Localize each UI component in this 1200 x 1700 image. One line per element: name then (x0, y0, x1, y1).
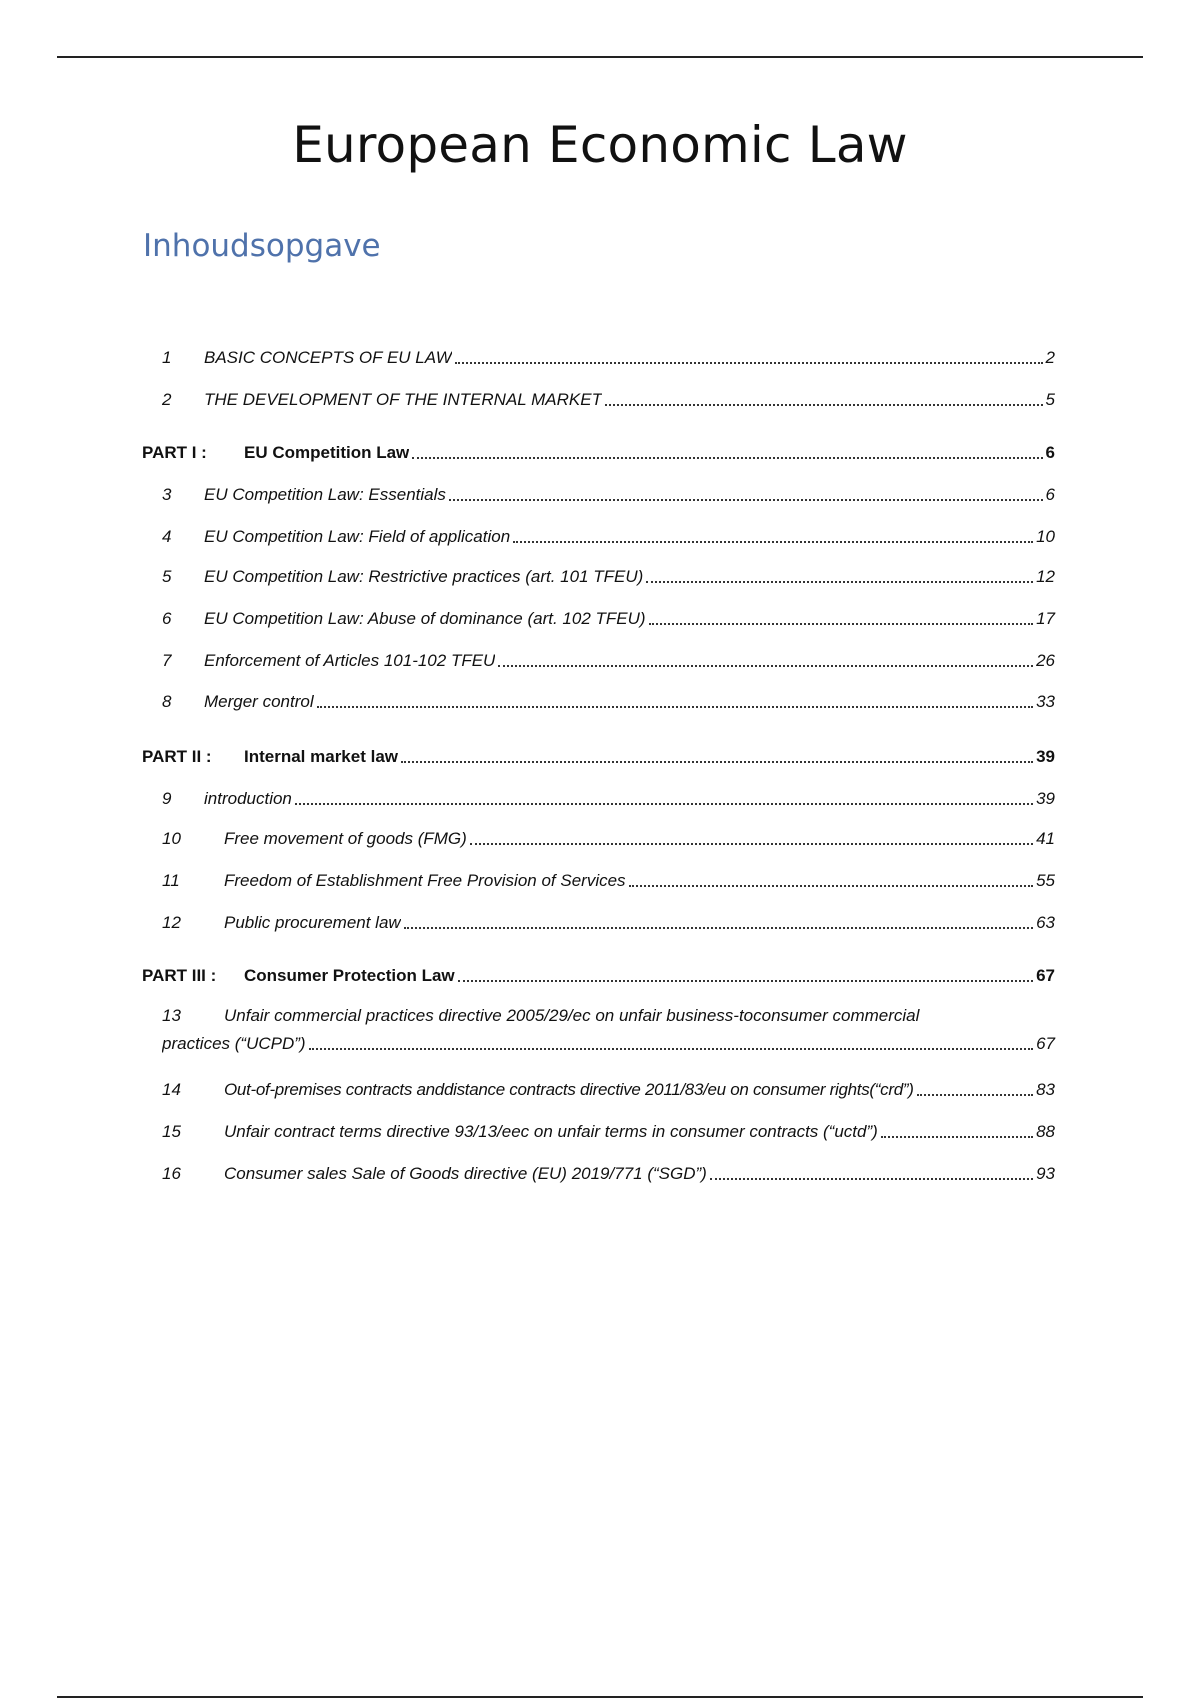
toc-entry-number: 10 (162, 829, 181, 848)
toc-entry-number: 16 (162, 1164, 181, 1183)
toc-leader-dots (455, 362, 1043, 364)
toc-entry-page: 63 (1036, 913, 1055, 932)
toc-leader-dots (917, 1094, 1034, 1096)
bottom-rule (57, 1696, 1143, 1698)
toc-entry-label: EU Competition Law: Abuse of dominance (art. 102 TFEU) (204, 609, 646, 628)
toc-entry-number: 15 (162, 1122, 181, 1141)
toc-entry-page: 67 (1036, 966, 1055, 985)
toc-leader-dots (629, 885, 1034, 887)
toc-part-label: Internal market law (244, 747, 399, 766)
toc-entry-page: 88 (1036, 1122, 1055, 1141)
toc-entry-number: 2 (162, 390, 172, 409)
toc-entry-page: 2 (1045, 348, 1055, 367)
toc-leader-dots (710, 1178, 1033, 1180)
toc-entry-label: Merger control (204, 692, 314, 711)
toc-entry-8[interactable] (142, 689, 1055, 713)
document-title: European Economic Law (292, 116, 908, 174)
toc-entry-number: 5 (162, 567, 172, 586)
toc-entry-label: EU Competition Law: Essentials (204, 485, 446, 504)
toc-leader-dots (646, 581, 1033, 583)
toc-entry-15[interactable] (142, 1119, 1055, 1143)
toc-entry-5[interactable] (142, 564, 1055, 588)
toc-leader-dots (317, 706, 1033, 708)
toc-leader-dots (404, 927, 1033, 929)
toc-entry-number: 12 (162, 913, 181, 932)
toc-entry-label: Enforcement of Articles 101-102 TFEU (204, 651, 496, 670)
toc-entry-line-1 (142, 1005, 919, 1027)
toc-entry-page: 17 (1036, 609, 1055, 628)
toc-entry-number: 6 (162, 609, 172, 628)
toc-part-number: PART I : (142, 443, 207, 462)
toc-entry-number: 13 (162, 1006, 181, 1025)
top-rule (57, 56, 1143, 58)
toc-part-label: Consumer Protection Law (244, 966, 455, 985)
toc-leader-dots (309, 1048, 1034, 1050)
toc-entry-2[interactable] (142, 387, 1055, 411)
toc-leader-dots (295, 803, 1033, 805)
toc-leader-dots (401, 761, 1033, 763)
toc-entry-14[interactable] (142, 1077, 1055, 1101)
toc-entry-label: Out-of-premises contracts anddistance contracts directive 2011/83/eu on consumer rights(“crd”) (224, 1080, 914, 1099)
toc-entry-number: 1 (162, 348, 172, 367)
toc-entry-16[interactable] (142, 1161, 1055, 1185)
toc-entry-page: 39 (1036, 789, 1055, 808)
toc-entry-label: EU Competition Law: Field of application (204, 527, 511, 546)
toc-entry-1[interactable] (142, 345, 1055, 369)
toc-entry-number: 11 (162, 871, 180, 890)
toc-entry-9[interactable] (142, 786, 1055, 810)
toc-leader-dots (605, 404, 1043, 406)
toc-entry-label: BASIC CONCEPTS OF EU LAW (204, 348, 452, 367)
toc-leader-dots (458, 980, 1033, 982)
toc-part-number: PART III : (142, 966, 217, 985)
toc-entry-12[interactable] (142, 910, 1055, 934)
toc-part-label: EU Competition Law (244, 443, 410, 462)
toc-part-2[interactable] (142, 744, 1055, 768)
toc-leader-dots (412, 457, 1042, 459)
toc-entry-label: Consumer sales Sale of Goods directive (EU) 2019/771 (“SGD”) (224, 1164, 707, 1183)
toc-entry-number: 4 (162, 527, 172, 546)
toc-entry-number: 3 (162, 485, 172, 504)
toc-entry-page: 39 (1036, 747, 1055, 766)
toc-part-number: PART II : (142, 747, 212, 766)
toc-part-1[interactable] (142, 440, 1055, 464)
toc-entry-number: 9 (162, 789, 172, 808)
toc-leader-dots (513, 541, 1033, 543)
toc-entry-page: 33 (1036, 692, 1055, 711)
toc-entry-page: 12 (1036, 567, 1055, 586)
toc-entry-10[interactable] (142, 826, 1055, 850)
toc-entry-label: introduction (204, 789, 292, 808)
toc-entry-label: Free movement of goods (FMG) (224, 829, 467, 848)
toc-leader-dots (881, 1136, 1033, 1138)
toc-entry-6[interactable] (142, 606, 1055, 630)
toc-part-3[interactable] (142, 963, 1055, 987)
toc-entry-4[interactable] (142, 524, 1055, 548)
toc-entry-number: 14 (162, 1080, 181, 1099)
toc-entry-page: 6 (1045, 485, 1055, 504)
toc-heading: Inhoudsopgave (143, 228, 381, 264)
toc-entry-page: 6 (1045, 443, 1055, 462)
toc-entry-number: 7 (162, 651, 172, 670)
toc-leader-dots (498, 665, 1033, 667)
toc-entry-page: 10 (1036, 527, 1055, 546)
toc-entry-page: 67 (1036, 1034, 1055, 1053)
toc-entry-page: 83 (1036, 1080, 1055, 1099)
toc-entry-11[interactable] (142, 868, 1055, 892)
toc-entry-page: 55 (1036, 871, 1055, 890)
toc-entry-page: 26 (1036, 651, 1055, 670)
toc-entry-label: EU Competition Law: Restrictive practices (art. 101 TFEU) (204, 567, 644, 586)
toc-entry-label: Freedom of Establishment Free Provision of Services (224, 871, 626, 890)
toc-entry-label-continued: practices (“UCPD”) (162, 1034, 306, 1053)
toc-entry-line-2 (162, 1033, 1055, 1055)
toc-entry-number: 8 (162, 692, 172, 711)
toc-entry-label: Unfair commercial practices directive 2005/29/ec on unfair business-toconsumer commercial (224, 1006, 920, 1025)
toc-leader-dots (649, 623, 1034, 625)
toc-leader-dots (449, 499, 1043, 501)
toc-entry-13[interactable] (142, 1005, 1055, 1057)
toc-entry-label: THE DEVELOPMENT OF THE INTERNAL MARKET (204, 390, 602, 409)
toc-entry-label: Unfair contract terms directive 93/13/eec on unfair terms in consumer contracts (“uctd”) (224, 1122, 878, 1141)
toc-leader-dots (470, 843, 1033, 845)
toc-entry-3[interactable] (142, 482, 1055, 506)
toc-entry-label: Public procurement law (224, 913, 401, 932)
toc-entry-page: 93 (1036, 1164, 1055, 1183)
toc-entry-page: 5 (1045, 390, 1055, 409)
toc-entry-7[interactable] (142, 648, 1055, 672)
toc-entry-page: 41 (1036, 829, 1055, 848)
